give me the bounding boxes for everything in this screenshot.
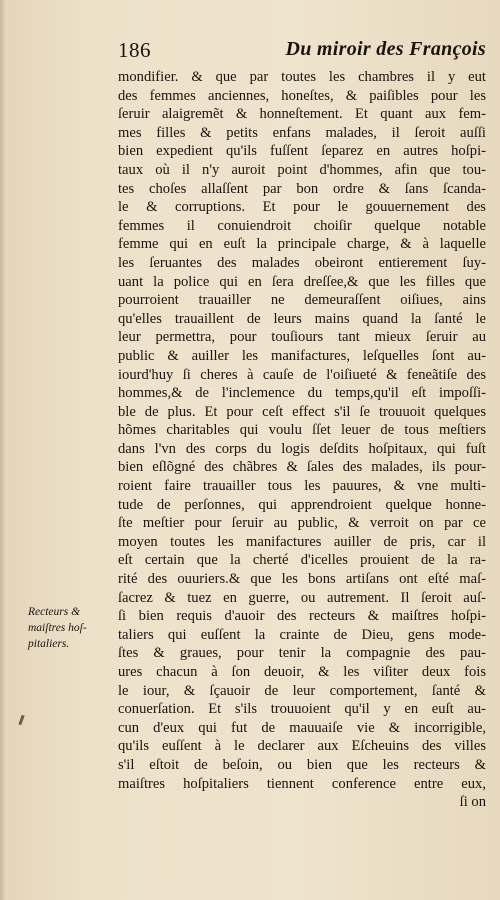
text-line: tes choſes allaſſent par bon ordre & ſans ſcanda- <box>118 180 486 197</box>
margin-note-line: Recteurs & <box>28 606 81 618</box>
margin-note-line: pitaliers. <box>28 638 70 650</box>
running-title: Du miroir des François <box>285 38 486 60</box>
margin-note <box>28 604 114 652</box>
text-line: le iour, & ſçauoir de leur comportement, ſanté & <box>118 682 486 699</box>
margin-note-line: maiſtres hoſ- <box>28 622 87 634</box>
text-line: s'il eſtoit de beſoin, ou bien que les recteurs & <box>118 756 486 773</box>
text-line: mes filles & petits enfans malades, il ſeroit auſſi <box>118 124 486 141</box>
text-line: des femmes anciennes, honeſtes, & paiſibles pour les <box>118 87 486 104</box>
text-line: bien eſlõgné des chãbres & ſales des malades, ils pour- <box>118 459 486 476</box>
text-line: ble de plus. Et pour ceſt effect s'il ſe trouuoit quelques <box>118 403 486 420</box>
text-line: hommes,& de l'inclemence du temps,qu'il eſt impoſſi- <box>118 385 486 402</box>
text-line: femmes il conuiendroit choiſir quelque notable <box>118 217 486 234</box>
body-text <box>118 68 486 812</box>
text-line: ſtes & graues, pour tenir la compagnie des pau- <box>118 645 486 662</box>
text-line: ſi bien requis d'auoir des recteurs & maiſtres hoſpi- <box>118 608 486 625</box>
text-line: iourd'huy ſi cheres à cauſe de l'oiſiueté & feneãtiſe des <box>118 366 486 383</box>
text-line: dans l'vn des corps du logis deſdits hoſpitaux, qui fuſt <box>118 440 486 457</box>
text-line: les ſeruantes des malades obeiront entierement ſuy- <box>118 254 486 271</box>
text-line: ſacrez & tuez en guerre, ou autrement. Il ſeroit auſ- <box>118 589 486 606</box>
text-line: qu'ils euſſent à le declarer aux Eſcheuins des villes <box>118 738 486 755</box>
text-line: pourroient trauailler ne demeuraſſent oiſiues, ains <box>118 292 486 309</box>
text-line: maiſtres hoſpitaliers tiennent conference entre eux, <box>118 775 486 792</box>
text-line: ſeruir alaigremẽt & honneſtement. Et quant aux fem- <box>118 106 486 123</box>
text-line: bien expedient qu'ils fuſſent ſeparez en autres hoſpi- <box>118 143 486 160</box>
text-line: tude de perſonnes, qui apprendroient quelque honne- <box>118 496 486 513</box>
text-line: taliers qui euſſent la crainte de Dieu, gens mode- <box>118 626 486 643</box>
text-line: conuerſation. Et s'ils trouuoient qu'il y en euſt au- <box>118 701 486 718</box>
text-line: leur permettra, pour touſiours tant mieux ſeruir au <box>118 329 486 346</box>
text-line: roient faire trauailler tous les pauures, & vne multi- <box>118 478 486 495</box>
page-header <box>118 38 486 64</box>
text-line: hõmes charitables qui voulu ſſet leuer de tous meſtiers <box>118 422 486 439</box>
text-line: ures chacun à ſon deuoir, & les viſiter deux fois <box>118 664 486 680</box>
text-line: ſi on <box>459 794 486 811</box>
text-line: uant la police qui en ſera dreſſee,& que les filles que <box>118 273 486 290</box>
text-line: rité des ouuriers.& que les bons artiſans ont eſté maſ- <box>118 571 486 588</box>
text-line: eſt certain que la cherté d'icelles prouient de la ra- <box>118 552 486 569</box>
text-line: public & auiller les manifactures, leſquelles ſont au- <box>118 347 486 364</box>
ink-mark <box>18 715 24 725</box>
page-number: 186 <box>118 38 151 62</box>
text-line: le & corruptions. Et pour le gouuernement des <box>118 199 486 216</box>
text-line: mondifier. & que par toutes les chambres il y eut <box>118 69 486 85</box>
text-line: femme qui en euſt la principale charge, & à laquelle <box>118 236 486 253</box>
text-line: ſte meſtier pour ſeruir au public, & verroit on par ce <box>118 515 486 532</box>
text-line: cun d'eux qui fut de mauuaiſe vie & incorrigible, <box>118 719 486 736</box>
text-line: moyen toutes les manifactures auiller de pris, car il <box>118 533 486 550</box>
text-line: qu'elles trauaillent de leurs mains quand la ſanté le <box>118 310 486 327</box>
text-line: taux où il n'y auroit point d'hommes, afin que tou- <box>118 161 486 178</box>
